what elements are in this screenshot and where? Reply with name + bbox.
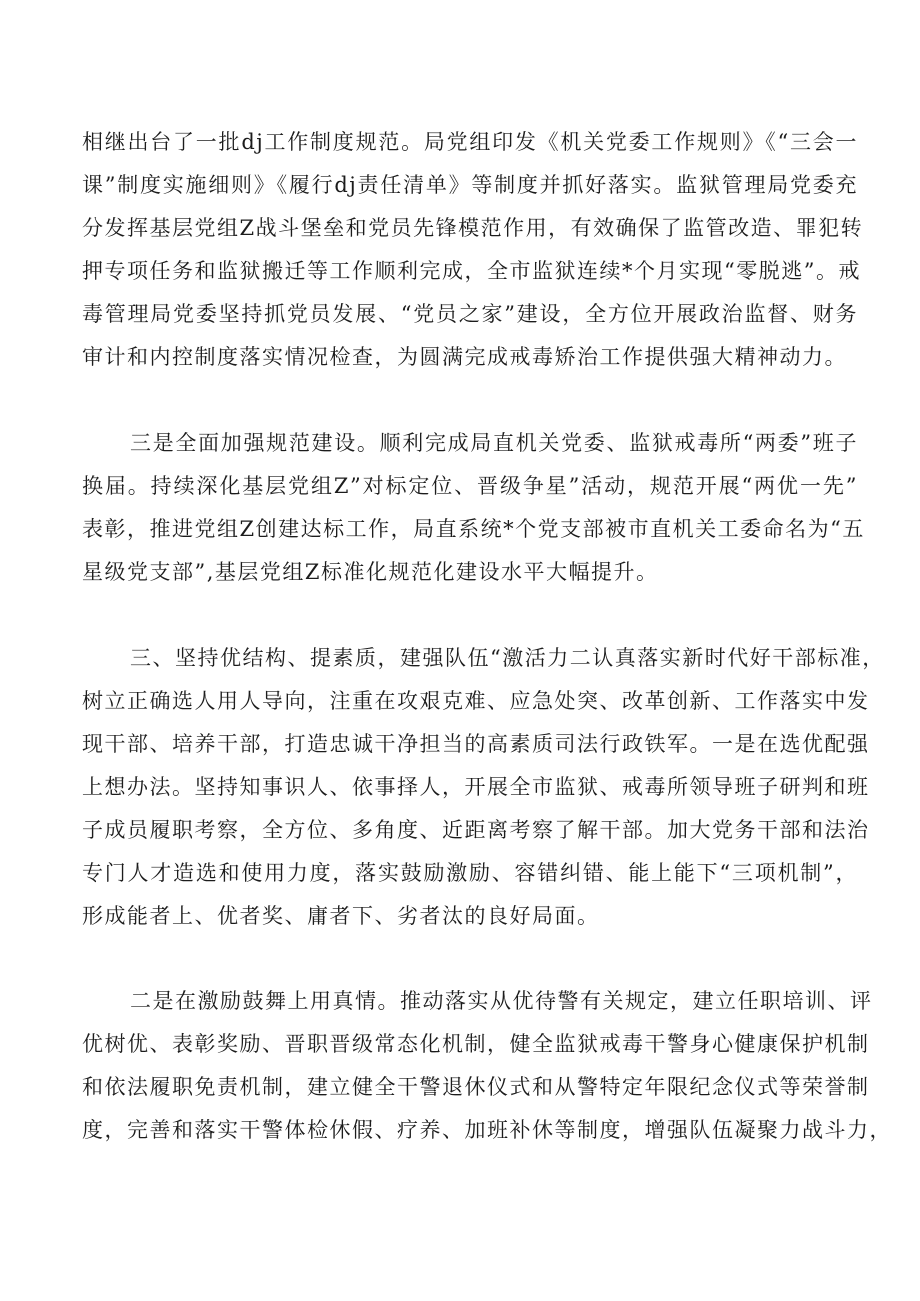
text-line: 优树优、表彰奖励、晋职晋级常态化机制，健全监狱戒毒干警身心健康保护机制 xyxy=(82,1032,870,1056)
text-line: 和依法履职免责机制，建立健全干警退休仪式和从警特定年限纪念仪式等荣誉制 xyxy=(82,1075,870,1099)
paragraph-2 xyxy=(82,422,865,594)
text-line: 三、坚持优结构、提素质，建强队伍“激活力二认真落实新时代好干部标准， xyxy=(130,646,885,670)
paragraph-1 xyxy=(82,121,864,379)
text-line: 相继出台了一批dj工作制度规范。局党组印发《机关党委工作规则》《“三会一 xyxy=(82,130,858,154)
text-line: 二是在激励鼓舞上用真情。推动落实从优待警有关规定，建立任职培训、评 xyxy=(130,989,873,1013)
document-body xyxy=(82,121,892,1152)
text-line: 星级党支部”,基层党组Z标准化规范化建设水平大幅提升。 xyxy=(82,560,659,584)
text-line: 形成能者上、优者奖、庸者下、劣者汰的良好局面。 xyxy=(82,904,600,928)
text-line: 专门人才造选和使用力度，落实鼓励激励、容错纠错、能上能下“三项机制”， xyxy=(82,861,858,885)
text-line: 现干部、培养干部，打造忠诚干净担当的高素质司法行政铁军。一是在选优配强 xyxy=(82,732,870,756)
text-line: 毒管理局党委坚持抓党员发展、“党员之家”建设，全方位开展政治监督、财务 xyxy=(82,302,858,326)
text-line: 树立正确选人用人导向，注重在攻艰克难、应急处突、改革创新、工作落实中发 xyxy=(82,689,870,713)
text-line: 上想办法。坚持知事识人、依事择人，开展全市监狱、戒毒所领导班子研判和班 xyxy=(82,775,870,799)
text-line: 换届。持续深化基层党组Z”对标定位、晋级争星”活动，规范开展“两优一先” xyxy=(82,474,858,498)
text-line: 子成员履职考察，全方位、多角度、近距离考察了解干部。加大党务干部和法治 xyxy=(82,818,870,842)
text-line: 押专项任务和监狱搬迁等工作顺利完成，全市监狱连续*个月实现“零脱逃”。戒 xyxy=(82,259,861,283)
paragraph-3 xyxy=(82,637,885,938)
text-line: 三是全面加强规范建设。顺利完成局直机关党委、监狱戒毒所“两委”班子 xyxy=(130,431,858,455)
text-line: 分发挥基层党组Z战斗堡垒和党员先锋模范作用，有效确保了监管改造、罪犯转 xyxy=(82,216,864,240)
text-line: 度，完善和落实干警体检休假、疗养、加班补休等制度，增强队伍凝聚力战斗力， xyxy=(82,1118,892,1142)
text-line: 审计和内控制度落实情况检查，为圆满完成戒毒矫治工作提供强大精神动力。 xyxy=(82,345,847,369)
text-line: 课”制度实施细则》《履行dj责任清单》等制度并抓好落实。监狱管理局党委充 xyxy=(82,173,858,197)
text-line: 表彰，推进党组Z创建达标工作，局直系统*个党支部被市直机关工委命名为“五 xyxy=(82,517,865,541)
paragraph-4 xyxy=(82,980,892,1152)
